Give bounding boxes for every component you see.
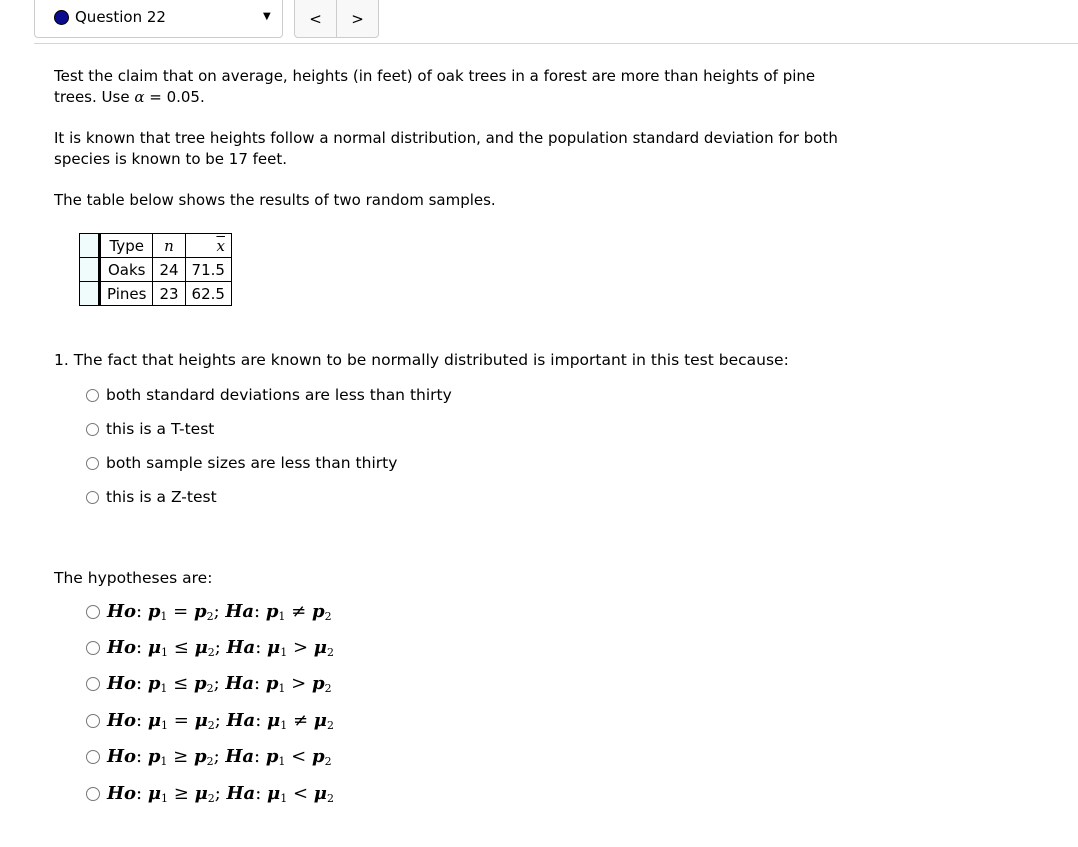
- next-question-button[interactable]: >: [336, 0, 378, 37]
- hypothesis-text: Ho: $\mu_1 \le \mu_2$; Ha: $\mu_1 > \mu_2$: [107, 637, 334, 659]
- header-type: Type: [100, 234, 153, 258]
- hypothesis-option-3[interactable]: [86, 673, 332, 695]
- hypothesis-option-6[interactable]: [86, 783, 334, 805]
- q1-option-2[interactable]: this is a T-test: [86, 420, 214, 438]
- prev-question-button[interactable]: <: [309, 10, 322, 28]
- hypothesis-option-4[interactable]: [86, 710, 334, 732]
- q1-option-3[interactable]: both sample sizes are less than thirty: [86, 454, 397, 472]
- known-line1: It is known that tree heights follow a normal distribution, and the population standard deviation for both: [54, 129, 838, 147]
- hypothesis-text: Ho: $p_1 = p_2$; Ha: $p_1 \ne p_2$: [107, 601, 332, 623]
- radio-button[interactable]: [86, 457, 99, 470]
- header-n: n: [153, 234, 185, 258]
- claim-line1: Test the claim that on average, heights (in feet) of oak trees in a forest are more than heights of pine: [54, 67, 816, 85]
- question-label: Question 22: [75, 8, 166, 26]
- divider: [34, 43, 1078, 44]
- hypothesis-text: Ho: $\mu_1 \ge \mu_2$; Ha: $\mu_1 < \mu_2$: [107, 783, 334, 805]
- sample-table: [79, 233, 232, 306]
- hypothesis-text: Ho: $\mu_1 = \mu_2$; Ha: $\mu_1 \ne \mu_2$: [107, 710, 334, 732]
- q1-option-4[interactable]: this is a Z-test: [86, 488, 217, 506]
- caret-down-icon: ▼: [263, 11, 271, 22]
- hypothesis-option-2[interactable]: [86, 637, 334, 659]
- claim-line2: trees. Use α = 0.05.: [54, 88, 205, 106]
- question-selector[interactable]: [34, 0, 283, 38]
- status-dot-icon: [54, 10, 69, 25]
- radio-button[interactable]: [86, 677, 100, 691]
- table-intro: The table below shows the results of two random samples.: [54, 191, 496, 209]
- q1-option-1[interactable]: both standard deviations are less than thirty: [86, 386, 452, 404]
- question1-prompt: 1. The fact that heights are known to be normally distributed is important in this test because:: [54, 351, 789, 369]
- radio-button[interactable]: [86, 787, 100, 801]
- radio-button[interactable]: [86, 491, 99, 504]
- table-row: Oaks 24 71.5: [80, 258, 232, 282]
- radio-button[interactable]: [86, 641, 100, 655]
- table-row: Pines 23 62.5: [80, 282, 232, 306]
- top-bar: [0, 0, 1078, 44]
- radio-button[interactable]: [86, 714, 100, 728]
- header-xbar: $\overline{x}$: [185, 234, 231, 258]
- alpha-symbol: α: [134, 88, 145, 106]
- radio-button[interactable]: [86, 605, 100, 619]
- radio-button[interactable]: [86, 389, 99, 402]
- hypothesis-text: Ho: $p_1 \ge p_2$; Ha: $p_1 < p_2$: [107, 746, 332, 768]
- question-nav: [294, 0, 379, 38]
- hypothesis-option-1[interactable]: [86, 601, 332, 623]
- problem-text: [54, 66, 934, 211]
- hypotheses-title: The hypotheses are:: [54, 569, 213, 587]
- known-line2: species is known to be 17 feet.: [54, 150, 288, 168]
- hypothesis-text: Ho: $p_1 \le p_2$; Ha: $p_1 > p_2$: [107, 673, 332, 695]
- hypothesis-option-5[interactable]: [86, 746, 332, 768]
- table-header-row: [80, 234, 232, 258]
- radio-button[interactable]: [86, 750, 100, 764]
- radio-button[interactable]: [86, 423, 99, 436]
